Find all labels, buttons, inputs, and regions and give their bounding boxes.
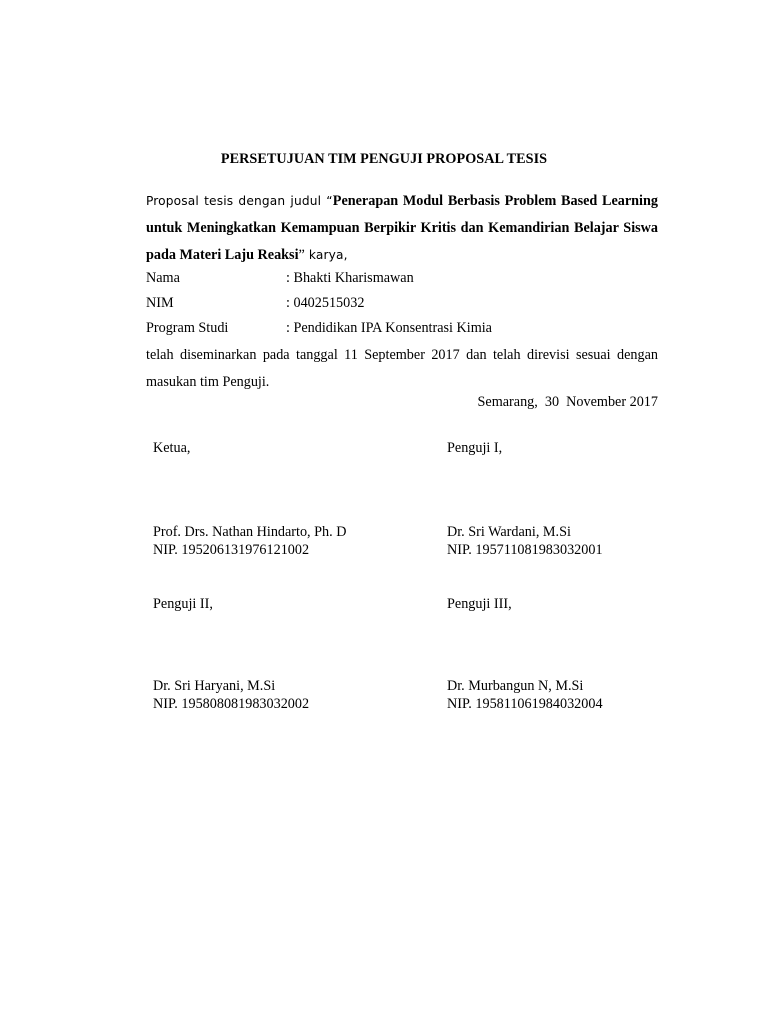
place-date: Semarang, 30 November 2017 <box>477 394 658 410</box>
penguji-1-name: Dr. Sri Wardani, M.Si <box>447 524 571 540</box>
ketua-nip: NIP. 195206131976121002 <box>153 542 310 558</box>
ketua-role: Ketua, <box>153 440 191 456</box>
intro-paragraph <box>146 188 658 269</box>
intro-closing-quote: ” <box>298 247 305 263</box>
thesis-title: Penerapan Modul Berbasis Problem Based Learning untuk Meningkatkan Kemampuan Berpikir Kritis dan Kemandirian Belajar Siswa pada Materi Laju Reaksi <box>146 193 658 263</box>
penguji-3-name: Dr. Murbangun N, M.Si <box>447 678 584 694</box>
ketua-name: Prof. Drs. Nathan Hindarto, Ph. D <box>153 524 347 540</box>
penguji-2-nip: NIP. 195808081983032002 <box>153 696 310 712</box>
nim-value: : 0402515032 <box>286 295 365 311</box>
penguji-3-nip: NIP. 195811061984032004 <box>447 696 603 712</box>
penguji-2-role: Penguji II, <box>153 596 213 612</box>
name-value: : Bhakti Kharismawan <box>286 270 414 286</box>
penguji-3-role: Penguji III, <box>447 596 512 612</box>
closing-paragraph: telah diseminarkan pada tanggal 11 September 2017 dan telah direvisi sesuai dengan masukan tim Penguji. <box>146 347 658 390</box>
intro-suffix: karya, <box>304 248 348 262</box>
intro-prefix: Proposal tesis dengan judul “ <box>146 194 333 208</box>
page-title: PERSETUJUAN TIM PENGUJI PROPOSAL TESIS <box>220 151 548 167</box>
name-label: Nama <box>146 270 180 286</box>
penguji-1-nip: NIP. 195711081983032001 <box>447 542 603 558</box>
program-label: Program Studi <box>146 320 229 336</box>
nim-label: NIM <box>146 295 174 311</box>
penguji-1-role: Penguji I, <box>447 440 503 456</box>
penguji-2-name: Dr. Sri Haryani, M.Si <box>153 678 276 694</box>
program-value: : Pendidikan IPA Konsentrasi Kimia <box>286 320 492 336</box>
